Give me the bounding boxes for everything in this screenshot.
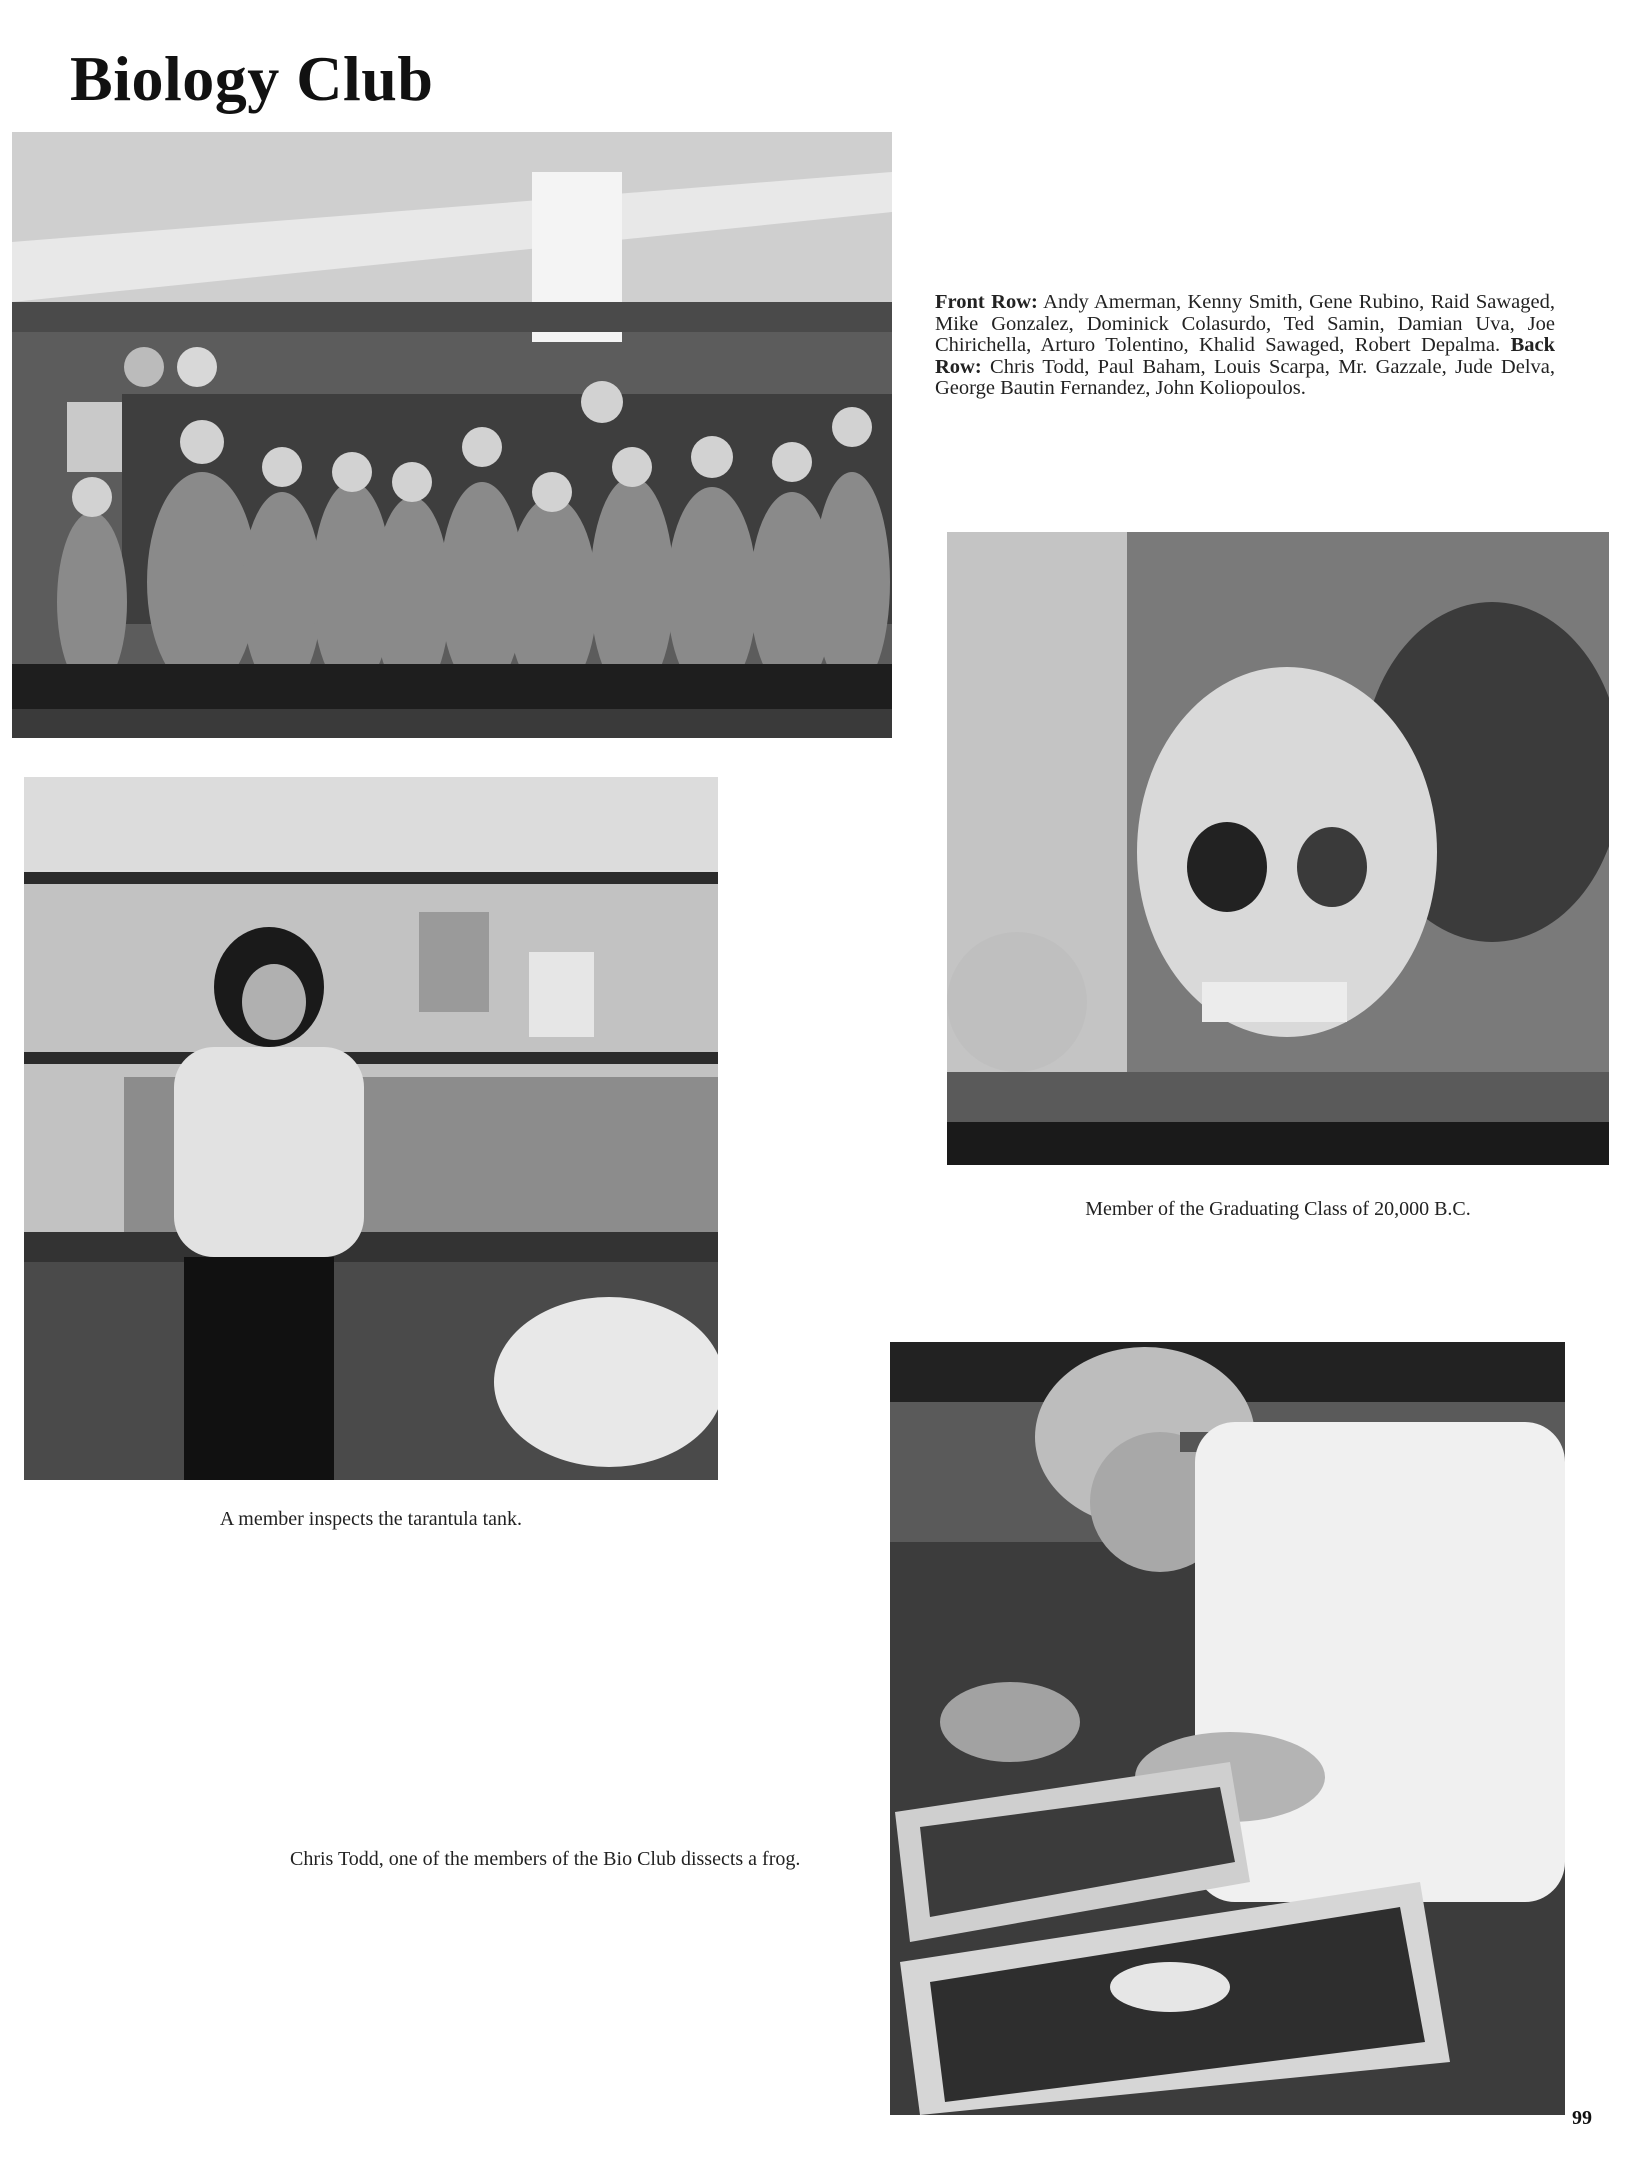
page-number: 99	[1572, 2107, 1592, 2129]
dissection-caption: Chris Todd, one of the members of the Bio Club dissects a frog.	[290, 1848, 801, 1870]
back-row-names: Chris Todd, Paul Baham, Louis Scarpa, Mr. Gazzale, Jude Delva, George Bautin Fernandez, John Koliopoulos.	[935, 355, 1555, 399]
back-row-label: Back Row:	[935, 334, 1556, 378]
front-row-names: Andy Amerman, Kenny Smith, Gene Rubino, Raid Sawaged, Mike Gonzalez, Dominick Colasurdo, Ted Samin, Damian Uva, Joe Chirichella, Arturo Tolentino, Khalid Sawaged, Robert Depalma.	[935, 291, 1555, 356]
tarantula-photo	[24, 777, 718, 1480]
skull-caption: Member of the Graduating Class of 20,000 B.C.	[1085, 1198, 1471, 1220]
skull-photo	[947, 532, 1609, 1165]
tarantula-caption: A member inspects the tarantula tank.	[219, 1508, 523, 1530]
group-photo	[12, 132, 892, 738]
dissection-photo	[890, 1342, 1565, 2115]
page-title: Biology Club	[70, 43, 434, 114]
group-roster-caption	[935, 292, 1555, 400]
front-row-label: Front Row:	[935, 291, 1038, 313]
